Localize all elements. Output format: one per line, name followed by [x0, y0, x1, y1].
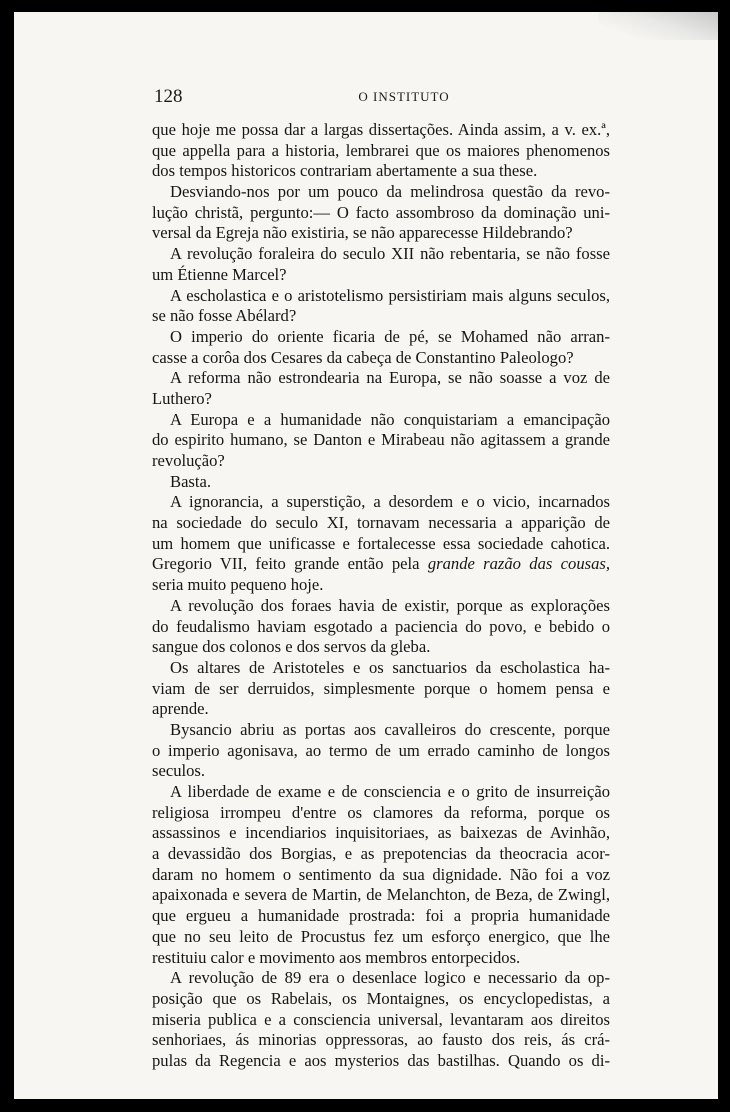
text-line-content: seculos. [152, 761, 205, 781]
text-line [152, 513, 610, 534]
text-line-content: Basta. [170, 471, 212, 491]
text-line [152, 141, 610, 162]
text-line-content: daram no homem o sentimento da sua dignidade. Não foi a voz [152, 864, 610, 884]
text-line-content: pulas da Regencia e aos mysterios das bastilhas. Quando os di- [152, 1050, 610, 1070]
text-line [152, 699, 610, 720]
text-line-content: do feudalismo haviam esgotado a paciencia do povo, e bebido o [152, 616, 610, 636]
italic-phrase: grande razão das cousas, [427, 554, 610, 574]
text-line [152, 1051, 610, 1072]
text-line-content: A ignorancia, a superstição, a desordem e o vicio, incarnados [170, 492, 610, 512]
text-line [152, 120, 610, 141]
text-line-content: sangue dos colonos e dos servos da gleba. [152, 637, 431, 657]
text-line [152, 203, 610, 224]
text-line-content: miseria publica e a consciencia universal, levantaram aos direitos [152, 1009, 610, 1029]
text-line-content: se não fosse Abélard? [152, 306, 297, 326]
text-line-content: viam de ser derruidos, simplesmente porque o homem pensa e [152, 678, 610, 698]
text-line-content: que appella para a historia, lembrarei que os maiores phenomenos [152, 140, 610, 160]
text-line-content: Luthero? [152, 388, 212, 408]
text-line [152, 327, 610, 348]
text-line [152, 782, 610, 803]
text-line [152, 1030, 610, 1051]
text-line-content: A revolução de 89 era o desenlace logico e necessario da op- [170, 968, 610, 988]
text-line [152, 1010, 610, 1031]
text-line [152, 472, 610, 493]
text-line-content: a devassidão dos Borgias, e as prepotencias da theocracia acor- [152, 844, 610, 864]
text-line-content: Os altares de Aristoteles e os sanctuarios da escholastica ha- [170, 657, 610, 677]
text-line [152, 761, 610, 782]
text-line [152, 823, 610, 844]
text-line [152, 430, 610, 451]
text-line [152, 989, 610, 1010]
text-line [152, 596, 610, 617]
text-line [152, 617, 610, 638]
text-line-content: dos tempos historicos contrariam abertamente a sua these. [152, 161, 538, 181]
text-line [152, 161, 610, 182]
text-line-content: A escholastica e o aristotelismo persistiriam mais alguns seculos, [170, 285, 610, 305]
text-line-content: versal da Egreja não existiria, se não apparecesse Hildebrando? [152, 223, 573, 243]
text-line [152, 575, 610, 596]
text-line-content: Gregorio VII, feito grande então pela [152, 554, 428, 574]
text-line [152, 368, 610, 389]
text-line [152, 637, 610, 658]
running-title: O INSTITUTO [358, 89, 450, 104]
text-line-content: do espirito humano, se Danton e Mirabeau não agitassem a grande [152, 430, 610, 450]
text-line [152, 948, 610, 969]
text-line-content: apaixonada e severa de Martin, de Melanchton, de Beza, de Zwingl, [152, 885, 610, 905]
text-line-content: que ergueu a humanidade prostrada: foi a propria humanidade [152, 906, 610, 926]
text-line-content: assassinos e incendiarios inquisitoriaes, as baixezas de Avinhão, [152, 823, 610, 843]
text-line [152, 720, 610, 741]
text-line-content: senhoriaes, ás minorias oppressoras, ao fausto dos reis, ás crá- [152, 1030, 610, 1050]
text-line-content: A Europa e a humanidade não conquistariam a emancipação [170, 409, 610, 429]
text-line [152, 741, 610, 762]
text-line [152, 679, 610, 700]
text-line [152, 534, 610, 555]
text-line-content: lução christã, pergunto:— O facto assombroso da dominação uni- [152, 202, 610, 222]
text-line-content: Desviando-nos por um pouco da melindrosa questão da revo- [170, 182, 610, 202]
text-line-content: na sociedade do seculo XI, tornavam necessaria a apparição de [152, 513, 610, 533]
text-line [152, 968, 610, 989]
text-line [152, 389, 610, 410]
text-line-content: religiosa irrompeu d'entre os clamores da reforma, porque os [152, 802, 610, 822]
text-line [152, 554, 610, 575]
page-header [154, 86, 594, 110]
text-line-content: revolução? [152, 451, 225, 470]
text-line-content: um homem que unificasse e fortalecesse essa sociedade cahotica. [152, 533, 610, 553]
text-line-content: O imperio do oriente ficaria de pé, se Mohamed não arran- [170, 326, 610, 346]
book-page [14, 12, 718, 1099]
text-line [152, 492, 610, 513]
text-line [152, 265, 610, 286]
text-line [152, 844, 610, 865]
page-corner-shadow [598, 12, 718, 40]
text-line-content: aprende. [152, 699, 209, 719]
text-line-content: seria muito pequeno hoje. [152, 575, 324, 595]
text-line-content: um Étienne Marcel? [152, 264, 287, 284]
text-line [152, 865, 610, 886]
text-line-content: A revolução dos foraes havia de existir, porque as explorações [170, 595, 610, 615]
text-line-content: A liberdade de exame e de consciencia e o grito de insurreição [170, 782, 610, 801]
text-line [152, 348, 610, 369]
text-line-content: posição que os Rabelais, os Montaignes, os encyclopedistas, a [152, 988, 610, 1008]
text-line [152, 244, 610, 265]
text-line-content: casse a corôa dos Cesares da cabeça de Constantino Paleologo? [152, 347, 574, 367]
text-line [152, 286, 610, 307]
page-number: 128 [154, 86, 183, 107]
text-line-content: que no seu leito de Procustus fez um esforço energico, que lhe [152, 926, 610, 946]
text-line [152, 306, 610, 327]
body-text [152, 120, 610, 1072]
text-line [152, 658, 610, 679]
text-line-content: o imperio agonisava, ao termo de um errado caminho de longos [152, 740, 610, 760]
text-line [152, 223, 610, 244]
text-line-content: Bysancio abriu as portas aos cavalleiros do crescente, porque [170, 719, 610, 739]
text-line-content: que hoje me possa dar a largas dissertações. Ainda assim, a v. ex.ª, [152, 120, 610, 139]
text-line-content: A reforma não estrondearia na Europa, se não soasse a voz de [170, 368, 610, 388]
text-line [152, 803, 610, 824]
text-line [152, 927, 610, 948]
text-line [152, 451, 610, 472]
text-line [152, 182, 610, 203]
text-line-content: restituiu calor e movimento aos membros entorpecidos. [152, 947, 521, 967]
text-line-content: A revolução foraleira do seculo XII não rebentaria, se não fosse [170, 244, 610, 264]
text-line [152, 906, 610, 927]
text-line [152, 885, 610, 906]
text-line [152, 410, 610, 431]
